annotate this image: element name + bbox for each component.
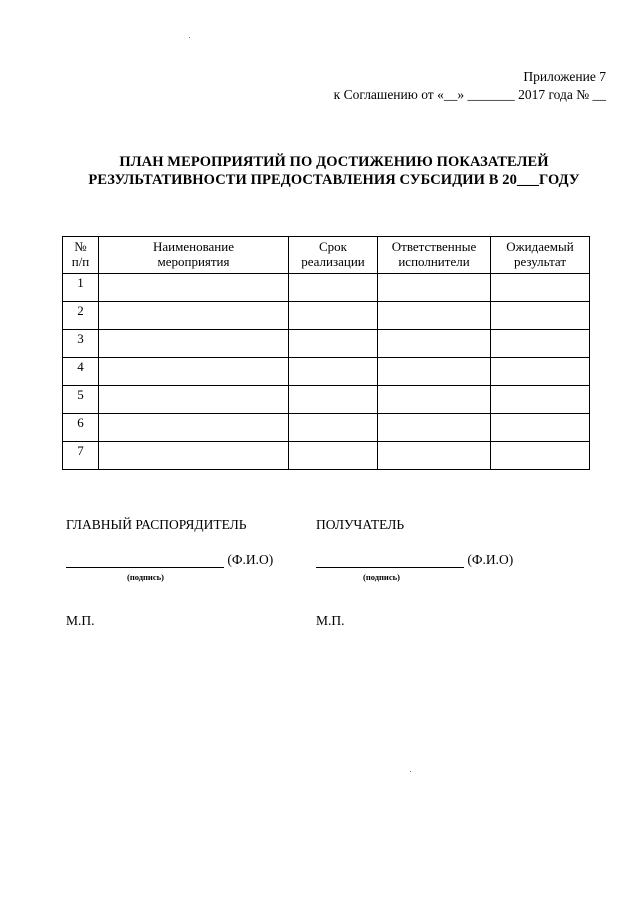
table-row bbox=[63, 330, 590, 358]
signature-caption: (подпись) bbox=[127, 572, 164, 582]
signature-line bbox=[316, 553, 464, 568]
fio-label: (Ф.И.О) bbox=[467, 552, 514, 567]
chief-manager-title: ГЛАВНЫЙ РАСПОРЯДИТЕЛЬ bbox=[66, 517, 247, 532]
cell-expected-result bbox=[491, 302, 590, 330]
cell-term bbox=[289, 302, 378, 330]
recipient-signature bbox=[316, 552, 513, 568]
measures-table bbox=[62, 236, 590, 470]
row-number: 6 bbox=[63, 414, 99, 442]
table-header-row bbox=[63, 237, 590, 274]
cell-measure-name bbox=[99, 386, 289, 414]
cell-responsible bbox=[378, 386, 491, 414]
annex-reference bbox=[334, 68, 606, 104]
header-number: № п/п bbox=[63, 237, 99, 274]
cell-measure-name bbox=[99, 358, 289, 386]
cell-term bbox=[289, 414, 378, 442]
cell-term bbox=[289, 386, 378, 414]
title-line-2: РЕЗУЛЬТАТИВНОСТИ ПРЕДОСТАВЛЕНИЯ СУБСИДИИ В 20___ГОДУ bbox=[88, 172, 580, 188]
table-row bbox=[63, 414, 590, 442]
document-title bbox=[40, 153, 628, 189]
cell-term bbox=[289, 442, 378, 470]
cell-measure-name bbox=[99, 414, 289, 442]
table-row bbox=[63, 386, 590, 414]
chief-manager-signature bbox=[66, 552, 273, 568]
fio-label: (Ф.И.О) bbox=[227, 552, 274, 567]
row-number: 7 bbox=[63, 442, 99, 470]
row-number: 1 bbox=[63, 274, 99, 302]
cell-term bbox=[289, 358, 378, 386]
annex-number: Приложение 7 bbox=[523, 69, 606, 84]
cell-expected-result bbox=[491, 386, 590, 414]
row-number: 3 bbox=[63, 330, 99, 358]
header-expected-result: Ожидаемый результат bbox=[491, 237, 590, 274]
cell-expected-result bbox=[491, 330, 590, 358]
cell-term bbox=[289, 274, 378, 302]
table-row bbox=[63, 442, 590, 470]
cell-term bbox=[289, 330, 378, 358]
title-line-1: ПЛАН МЕРОПРИЯТИЙ ПО ДОСТИЖЕНИЮ ПОКАЗАТЕЛЕЙ bbox=[119, 154, 549, 170]
cell-responsible bbox=[378, 414, 491, 442]
cell-expected-result bbox=[491, 358, 590, 386]
scan-speck bbox=[189, 37, 190, 38]
header-term: Срок реализации bbox=[289, 237, 378, 274]
cell-measure-name bbox=[99, 330, 289, 358]
cell-expected-result bbox=[491, 442, 590, 470]
cell-responsible bbox=[378, 274, 491, 302]
cell-measure-name bbox=[99, 274, 289, 302]
table-row bbox=[63, 358, 590, 386]
table-row bbox=[63, 302, 590, 330]
header-measure-name: Наименование мероприятия bbox=[99, 237, 289, 274]
scan-speck bbox=[410, 771, 411, 772]
header-responsible: Ответственные исполнители bbox=[378, 237, 491, 274]
cell-measure-name bbox=[99, 302, 289, 330]
recipient-title: ПОЛУЧАТЕЛЬ bbox=[316, 517, 405, 532]
stamp-placeholder: М.П. bbox=[66, 613, 95, 628]
table-row bbox=[63, 274, 590, 302]
cell-expected-result bbox=[491, 414, 590, 442]
cell-responsible bbox=[378, 330, 491, 358]
cell-responsible bbox=[378, 302, 491, 330]
stamp-placeholder: М.П. bbox=[316, 613, 345, 628]
cell-responsible bbox=[378, 358, 491, 386]
cell-expected-result bbox=[491, 274, 590, 302]
row-number: 5 bbox=[63, 386, 99, 414]
signature-caption: (подпись) bbox=[363, 572, 400, 582]
cell-measure-name bbox=[99, 442, 289, 470]
signature-line bbox=[66, 553, 224, 568]
cell-responsible bbox=[378, 442, 491, 470]
row-number: 4 bbox=[63, 358, 99, 386]
agreement-reference: к Соглашению от «__» _______ 2017 года № __ bbox=[333, 87, 606, 102]
row-number: 2 bbox=[63, 302, 99, 330]
